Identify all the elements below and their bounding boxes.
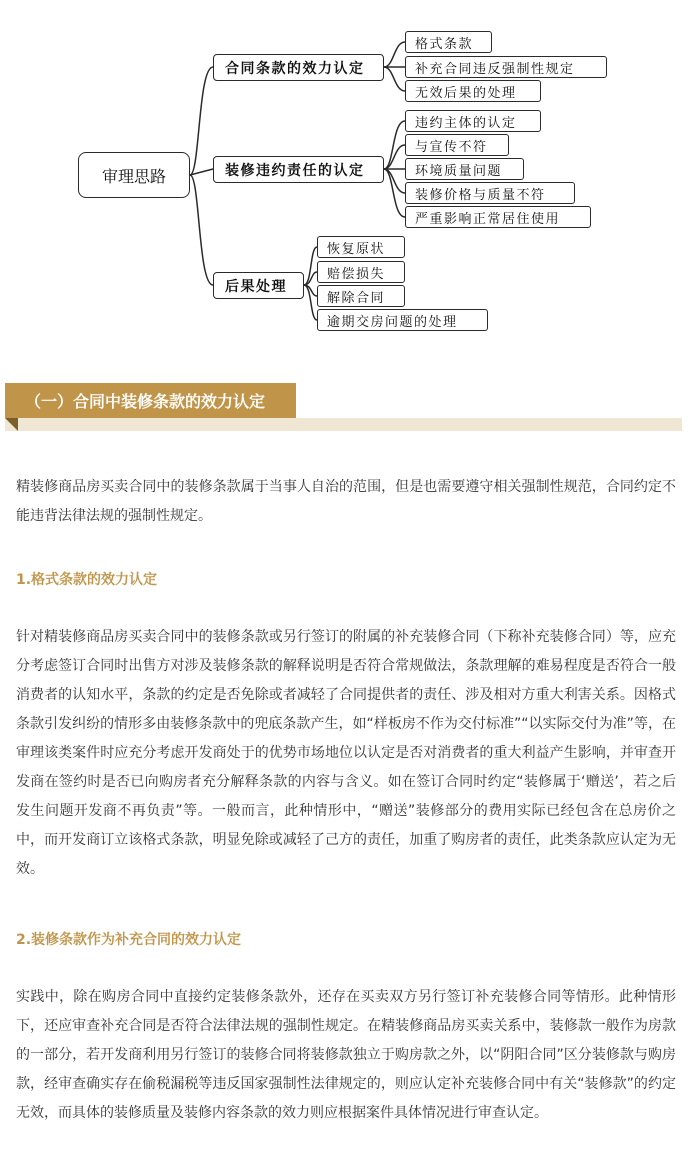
banner-stripe [5,418,682,431]
connector-b2-l2 [384,145,405,169]
connector-b1-l3 [384,67,405,91]
mindmap-leaf: 逾期交房问题的处理 [317,309,488,331]
connector-root-branch3 [190,175,213,285]
mindmap-leaf: 与宣传不符 [405,134,509,156]
paragraph-format-clause: 针对精装修商品房买卖合同中的装修条款或另行签订的附属的补充装修合同（下称补充装修合同）等，应充分考虑签订合同时出售方对涉及装修条款的解释说明是否符合常规做法，条款理解的难易程度是否符合一般消费者的认知水平，条款的约定是否免除或者减轻了合同提供者的责任、涉及相对方重大利害关系。因格式条款引发纠纷的情形多由装修条款中的兜底条款产生，如“样板房不作为交付标准”“以实际交付为准”等，在审理该类案件时应充分考虑开发商处于的优势市场地位以认定是否对消费者的重大利益产生影响，并审查开发商在签约时是否已向购房者充分解释条款的内容与含义。如在签订合同时约定“装修属于‘赠送’，若之后发生问题开发商不再负责”等。一般而言，此种情形中，“赠送”装修部分的费用实际已经包含在总房价之中，而开发商订立该格式条款，明显免除或减轻了己方的责任，加重了购房者的责任，此类条款应认定为无效。 [16,629,676,877]
section-title: （一）合同中装修条款的效力认定 [5,383,296,418]
mindmap-leaf: 解除合同 [317,285,405,307]
paragraph-supplementary-contract: 实践中，除在购房合同中直接约定装修条款外，还存在买卖双方另行签订补充装修合同等情形。此种情形下，还应审查补充合同是否符合法律法规的强制性规定。在精装修商品房买卖关系中，装修款一般作为房款的一部分，若开发商利用另行签订的装修合同将装修款独立于购房款之外，以“阴阳合同”区分装修款与购房款，经审查确实存在偷税漏税等违反国家强制性法律规定的，则应认定补充装修合同中有关“装修款”的约定无效，而具体的装修质量及装修内容条款的效力则应根据案件具体情况进行审查认定。 [16,989,676,1121]
mindmap-leaf: 环境质量问题 [405,158,524,180]
banner-fold [5,418,18,431]
mindmap-leaf: 恢复原状 [317,236,405,258]
subheading-format-clause: 1.格式条款的效力认定 [16,572,158,588]
mindmap-leaf: 无效后果的处理 [405,80,541,102]
connector-b1-l1 [384,42,405,67]
subheading-supplementary-contract: 2.装修条款作为补充合同的效力认定 [16,932,242,948]
connector-b2-l4 [384,169,405,193]
mindmap-leaf: 赔偿损失 [317,261,405,283]
section-banner [5,383,682,431]
mindmap-leaf: 严重影响正常居住使用 [405,206,591,228]
mindmap-leaf: 补充合同违反强制性规定 [405,56,607,78]
intro-paragraph: 精装修商品房买卖合同中的装修条款属于当事人自治的范围，但是也需要遵守相关强制性规范，合同约定不能违背法律法规的强制性规定。 [16,479,676,524]
mindmap-leaf: 格式条款 [405,31,492,53]
mindmap-branch-consequences: 后果处理 [213,272,304,299]
mindmap-leaf: 装修价格与质量不符 [405,182,575,204]
mindmap-leaf: 违约主体的认定 [405,110,541,132]
mindmap-branch-breach-liability: 装修违约责任的认定 [213,156,384,183]
mindmap-branch-contract-validity: 合同条款的效力认定 [213,54,384,81]
connector-root-branch1 [190,67,213,175]
mindmap-root: 审理思路 [78,152,190,198]
